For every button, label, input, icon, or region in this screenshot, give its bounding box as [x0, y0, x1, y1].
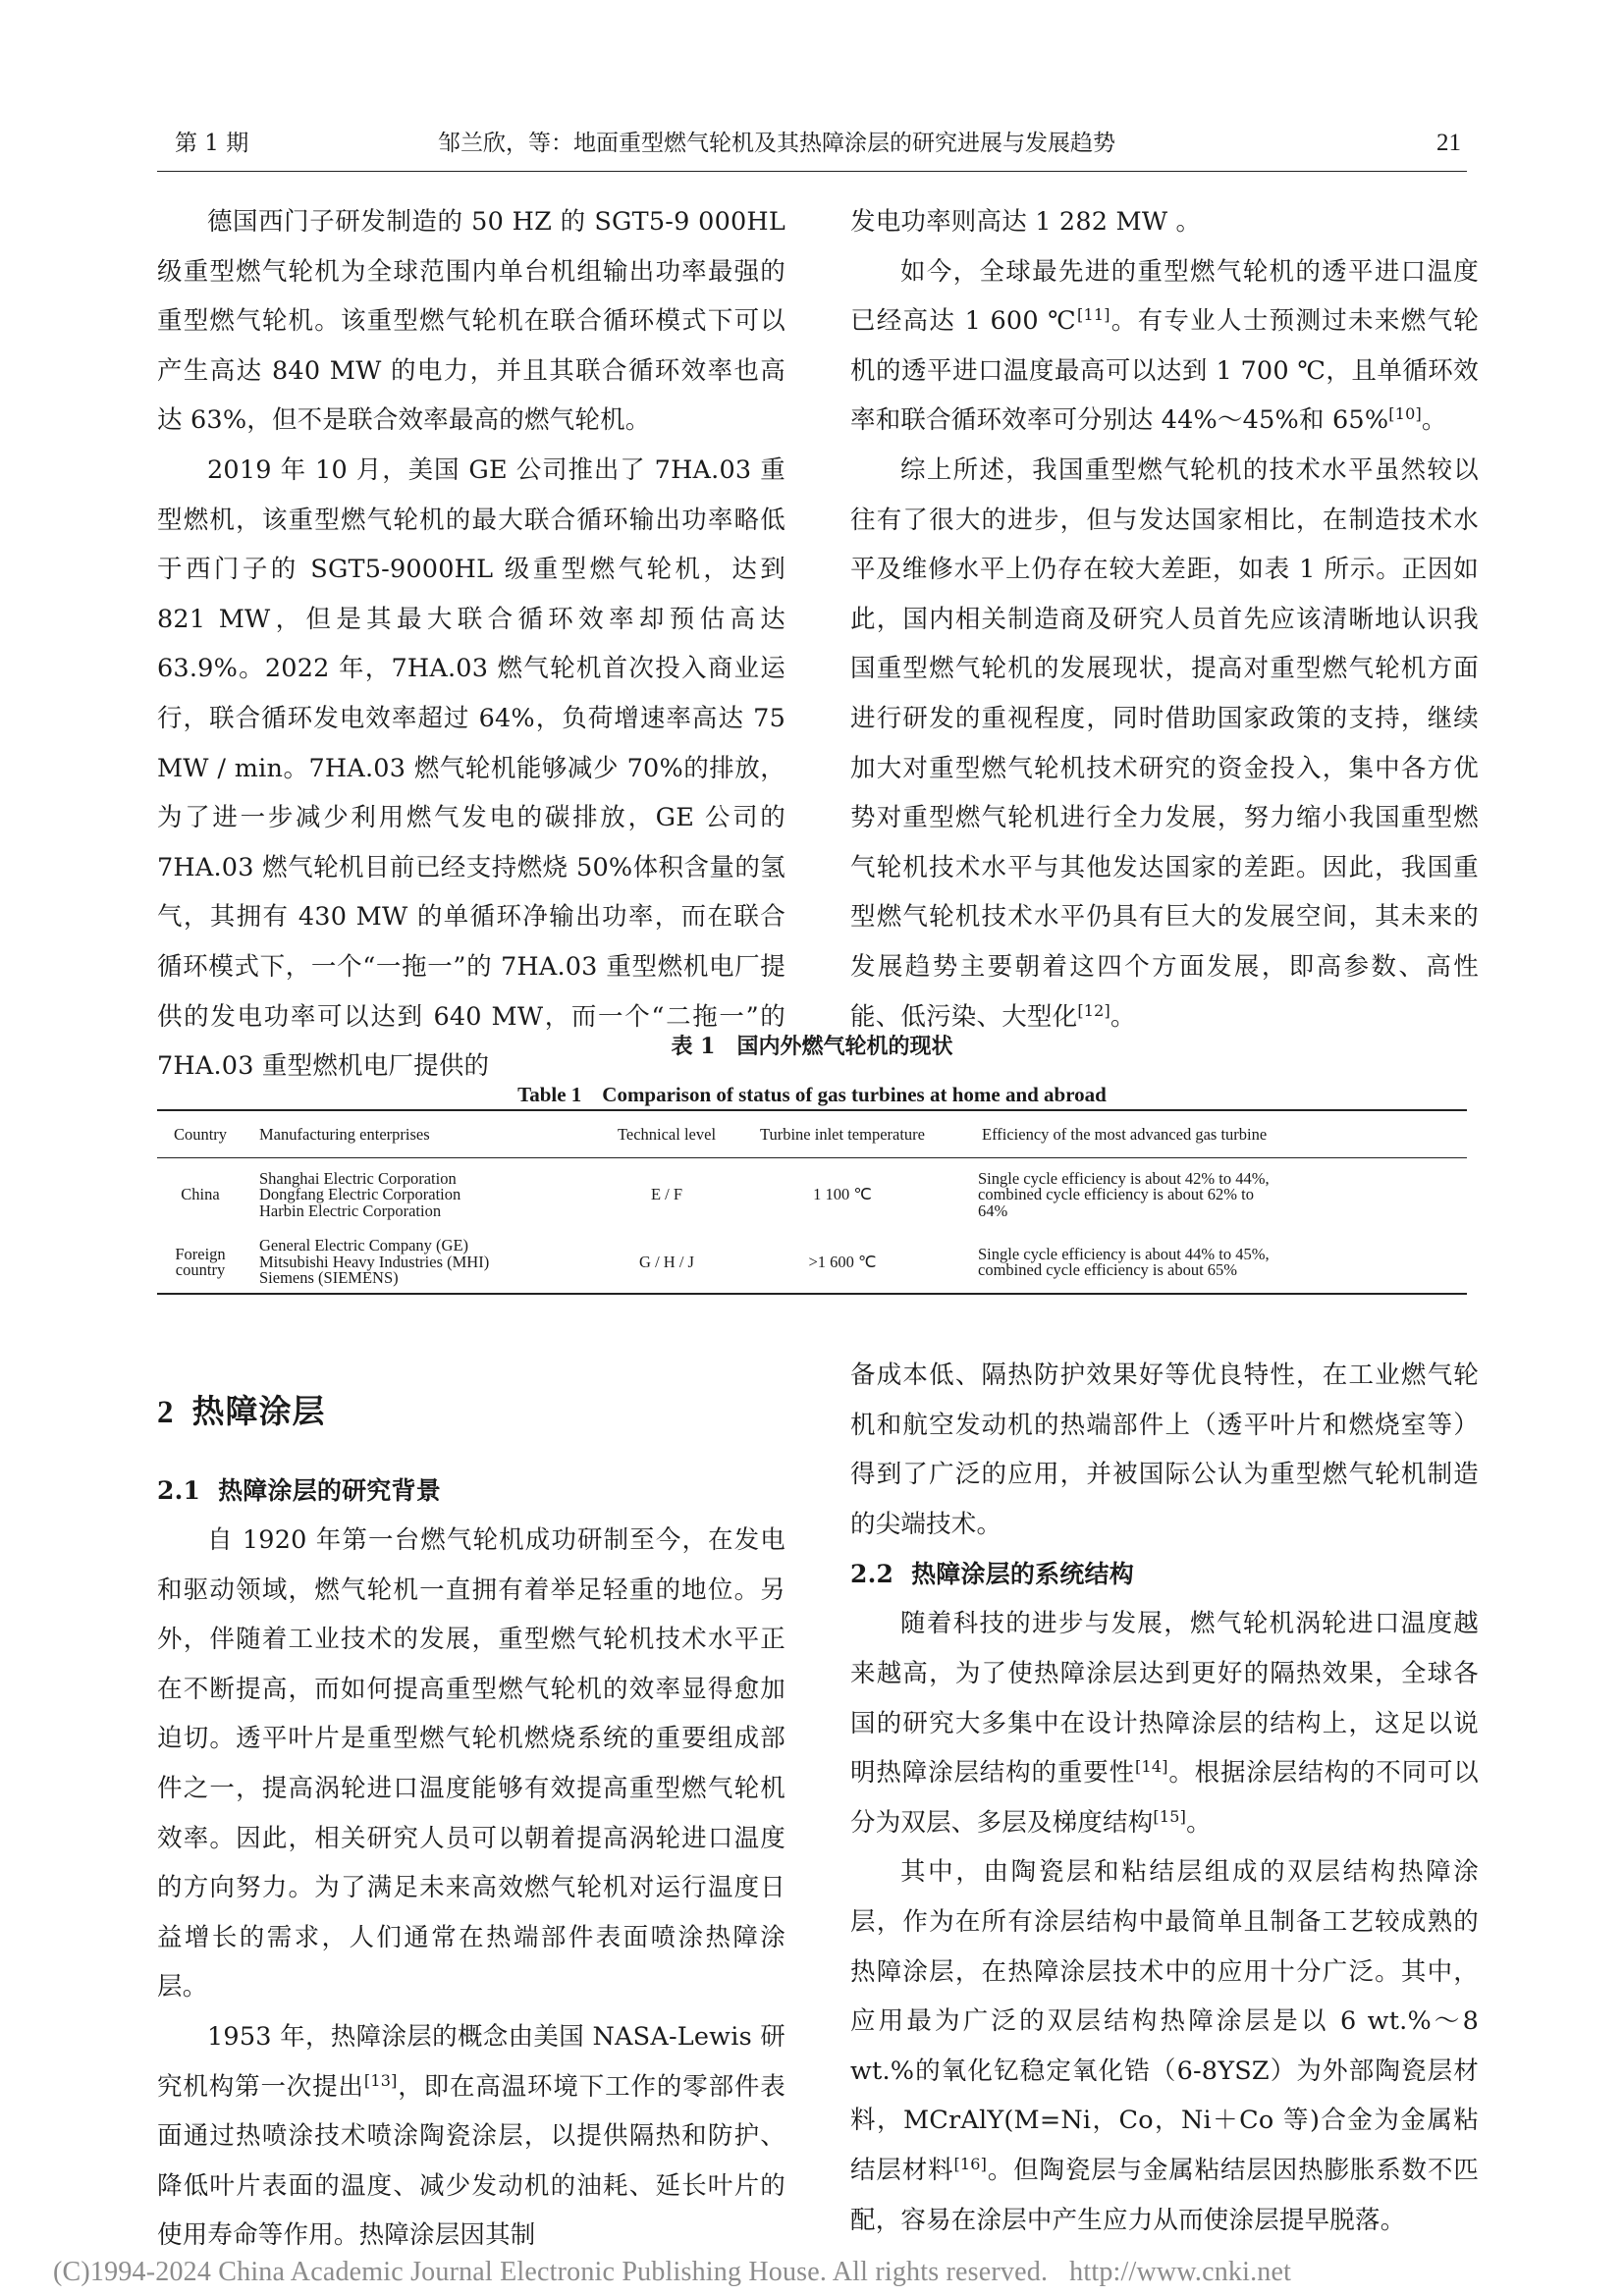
issue-label: 第 1 期	[175, 131, 249, 156]
citation: [12]	[1077, 1000, 1110, 1020]
paragraph-continuation: 备成本低、隔热防护效果好等优良特性，在工业燃气轮机和航空发动机的热端部件上（透平叶片和燃烧室等）得到了广泛的应用，并被国际公认为重型燃气轮机制造的尖端技术。	[850, 1361, 1479, 1539]
paragraph: 2019 年 10 月，美国 GE 公司推出了 7HA.03 重型燃机，该重型燃气轮机的最大联合循环输出功率略低于西门子的 SGT5-9000HL 级重型燃气轮机，达到 821 MW，但是其最大联合循环效率却预估高达 63.9%。2022 年，7HA.03 燃气轮机首次投入商业运行，联合循环发电效率超过 64%，负荷增速率高达 75 MW / min。7HA.03 燃气轮机能够减少 70%的排放，为了进一步减少利用燃气发电的碳排放，GE 公司的 7HA.03 燃气轮机目前已经支持燃烧 50%体积含量的氢气，其拥有 430 MW 的单循环净输出功率，而在联合循环模式下，一个“一拖一”的 7HA.03 重型燃机电厂提供的发电功率可以达到 640 MW，而一个“二拖一”的 7HA.03 重型燃机电厂提供的	[157, 454, 785, 1082]
copyright-text: (C)1994-2024 China Academic Journal Electronic Publishing House. All rights reserved.	[53, 2257, 1049, 2287]
paragraph: 如今，全球最先进的重型燃气轮机的透平进口温度已经高达 1 600 ℃[11]。有专业人士预测过未来燃气轮机的透平进口温度最高可以达到 1 700 ℃，且单循环效率和联合循环效率可分别达 44%～45%和 65%[10]。	[850, 256, 1479, 436]
running-title: 邹兰欣，等：地面重型燃气轮机及其热障涂层的研究进展与发展趋势	[438, 131, 1115, 156]
paragraph: 1953 年，热障涂层的概念由美国 NASA-Lewis 研究机构第一次提出[13]，即在高温环境下工作的零部件表面通过热喷涂技术喷涂陶瓷涂层，以提供隔热和防护、降低叶片表面的温度、减少发动机的油耗、延长叶片的使用寿命等作用。热障涂层因其制	[157, 2021, 785, 2251]
citation: [16]	[953, 2154, 988, 2173]
table-header-row	[157, 1110, 1467, 1158]
cell-enterprises: General Electric Company (GE) Mitsubishi Heavy Industries (MHI) Siemens (SIEMENS)	[259, 1236, 490, 1288]
left-column-lower	[157, 1387, 785, 2261]
cell-efficiency: Single cycle efficiency is about 42% to 44%, combined cycle efficiency is about 62% to 64%	[978, 1168, 1270, 1220]
paragraph: 随着科技的进步与发展，燃气轮机涡轮进口温度越来越高，为了使热障涂层达到更好的隔热效果，全球各国的研究大多集中在设计热障涂层的结构上，这足以说明热障涂层结构的重要性[14]。根据涂层结构的不同可以分为双层、多层及梯度结构[15]。	[850, 1609, 1480, 1838]
page-number: 21	[1436, 130, 1461, 156]
cell-enterprises: Shanghai Electric Corporation Dongfang Electric Corporation Harbin Electric Corporation	[259, 1168, 461, 1220]
paragraph-continuation: 发电功率则高达 1 282 MW 。	[850, 207, 1202, 237]
paragraph: 综上所述，我国重型燃气轮机的技术水平虽然较以往有了很大的进步，但与发达国家相比，在制造技术水平及维修水平上仍存在较大差距，如表 1 所示。正因如此，国内相关制造商及研究人员首先应该清晰地认识我国重型燃气轮机的发展现状，提高对重型燃气轮机方面进行研发的重视程度，同时借助国家政策的支持，继续加大对重型燃气轮机技术研究的资金投入，集中各方优势对重型燃气轮机进行全力发展，努力缩小我国重型燃气轮机技术水平与其他发达国家的差距。因此，我国重型燃气轮机技术水平仍具有巨大的发展空间，其未来的发展趋势主要朝着这四个方面发展，即高参数、高性能、低污染、大型化[12]。	[850, 454, 1479, 1032]
col-header-tech-level: Technical level	[617, 1124, 717, 1144]
subsection-heading: 2.2 热障涂层的系统结构	[850, 1560, 1134, 1589]
paragraph: 德国西门子研发制造的 50 HZ 的 SGT5-9 000HL 级重型燃气轮机为全球范围内单台机组输出功率最强的重型燃气轮机。该重型燃气轮机在联合循环模式下可以产生高达 840 MW 的电力，并且其联合循环效率也高达 63%，但不是联合效率最高的燃气轮机。	[157, 207, 785, 436]
right-column-upper	[850, 197, 1479, 1041]
comparison-table	[157, 1109, 1467, 1295]
section-heading: 2 热障涂层	[157, 1392, 326, 1430]
cell-efficiency: Single cycle efficiency is about 44% to 45%, combined cycle efficiency is about 65%	[978, 1244, 1270, 1279]
subsection-heading: 2.1 热障涂层的研究背景	[157, 1476, 441, 1505]
table-caption-zh: 表 1 国内外燃气轮机的现状	[671, 1034, 953, 1059]
paragraph: 其中，由陶瓷层和粘结层组成的双层结构热障涂层，作为在所有涂层结构中最简单且制备工艺较成熟的热障涂层，在热障涂层技术中的应用十分广泛。其中，应用最为广泛的双层结构热障涂层是以 6 wt.%～8 wt.%的氧化钇稳定氧化锆（6-8YSZ）为外部陶瓷层材料，MCrAlY(M=Ni，Co，Ni＋Co 等)合金为金属粘结层材料[16]。但陶瓷层与金属粘结层因热膨胀系数不匹配，容易在涂层中产生应力从而使涂层提早脱落。	[850, 1857, 1479, 2235]
cell-inlet-temp: >1 600 ℃	[808, 1252, 877, 1271]
citation: [15]	[1153, 1806, 1187, 1826]
cell-country: China	[181, 1185, 220, 1204]
col-header-efficiency: Efficiency of the most advanced gas turbine	[982, 1124, 1268, 1144]
copyright-footer	[53, 2256, 1313, 2289]
citation: [11]	[1077, 305, 1110, 325]
col-header-enterprises: Manufacturing enterprises	[259, 1124, 430, 1144]
citation: [14]	[1135, 1757, 1168, 1777]
citation: [10]	[1388, 404, 1422, 424]
col-header-inlet-temp: Turbine inlet temperature	[759, 1124, 925, 1144]
cell-tech-level: G / H / J	[639, 1252, 694, 1271]
table-row	[157, 1232, 1467, 1294]
col-header-country: Country	[173, 1124, 228, 1144]
table-row	[157, 1158, 1467, 1233]
paragraph: 自 1920 年第一台燃气轮机成功研制至今，在发电和驱动领域，燃气轮机一直拥有着举足轻重的地位。另外，伴随着工业技术的发展，重型燃气轮机技术水平正在不断提高，而如何提高重型燃气轮机的效率显得愈加迫切。透平叶片是重型燃气轮机燃烧系统的重要组成部件之一，提高涡轮进口温度能够有效提高重型燃气轮机效率。因此，相关研究人员可以朝着提高涡轮进口温度的方向努力。为了满足未来高效燃气轮机对运行温度日益增长的需求，人们通常在热端部件表面喷涂热障涂层。	[157, 1525, 785, 2002]
cnki-link[interactable]: http://www.cnki.net	[1069, 2257, 1292, 2287]
table-caption-en: Table 1 Comparison of status of gas turbines at home and abroad	[517, 1083, 1107, 1106]
citation: [13]	[363, 2070, 398, 2090]
left-column-upper	[157, 197, 785, 1092]
cell-country: Foreign country	[175, 1244, 226, 1279]
cell-tech-level: E / F	[650, 1185, 683, 1204]
right-column-lower	[850, 1351, 1479, 2245]
header-rule	[157, 171, 1467, 172]
running-header	[173, 128, 1463, 167]
cell-inlet-temp: 1 100 ℃	[813, 1185, 872, 1204]
